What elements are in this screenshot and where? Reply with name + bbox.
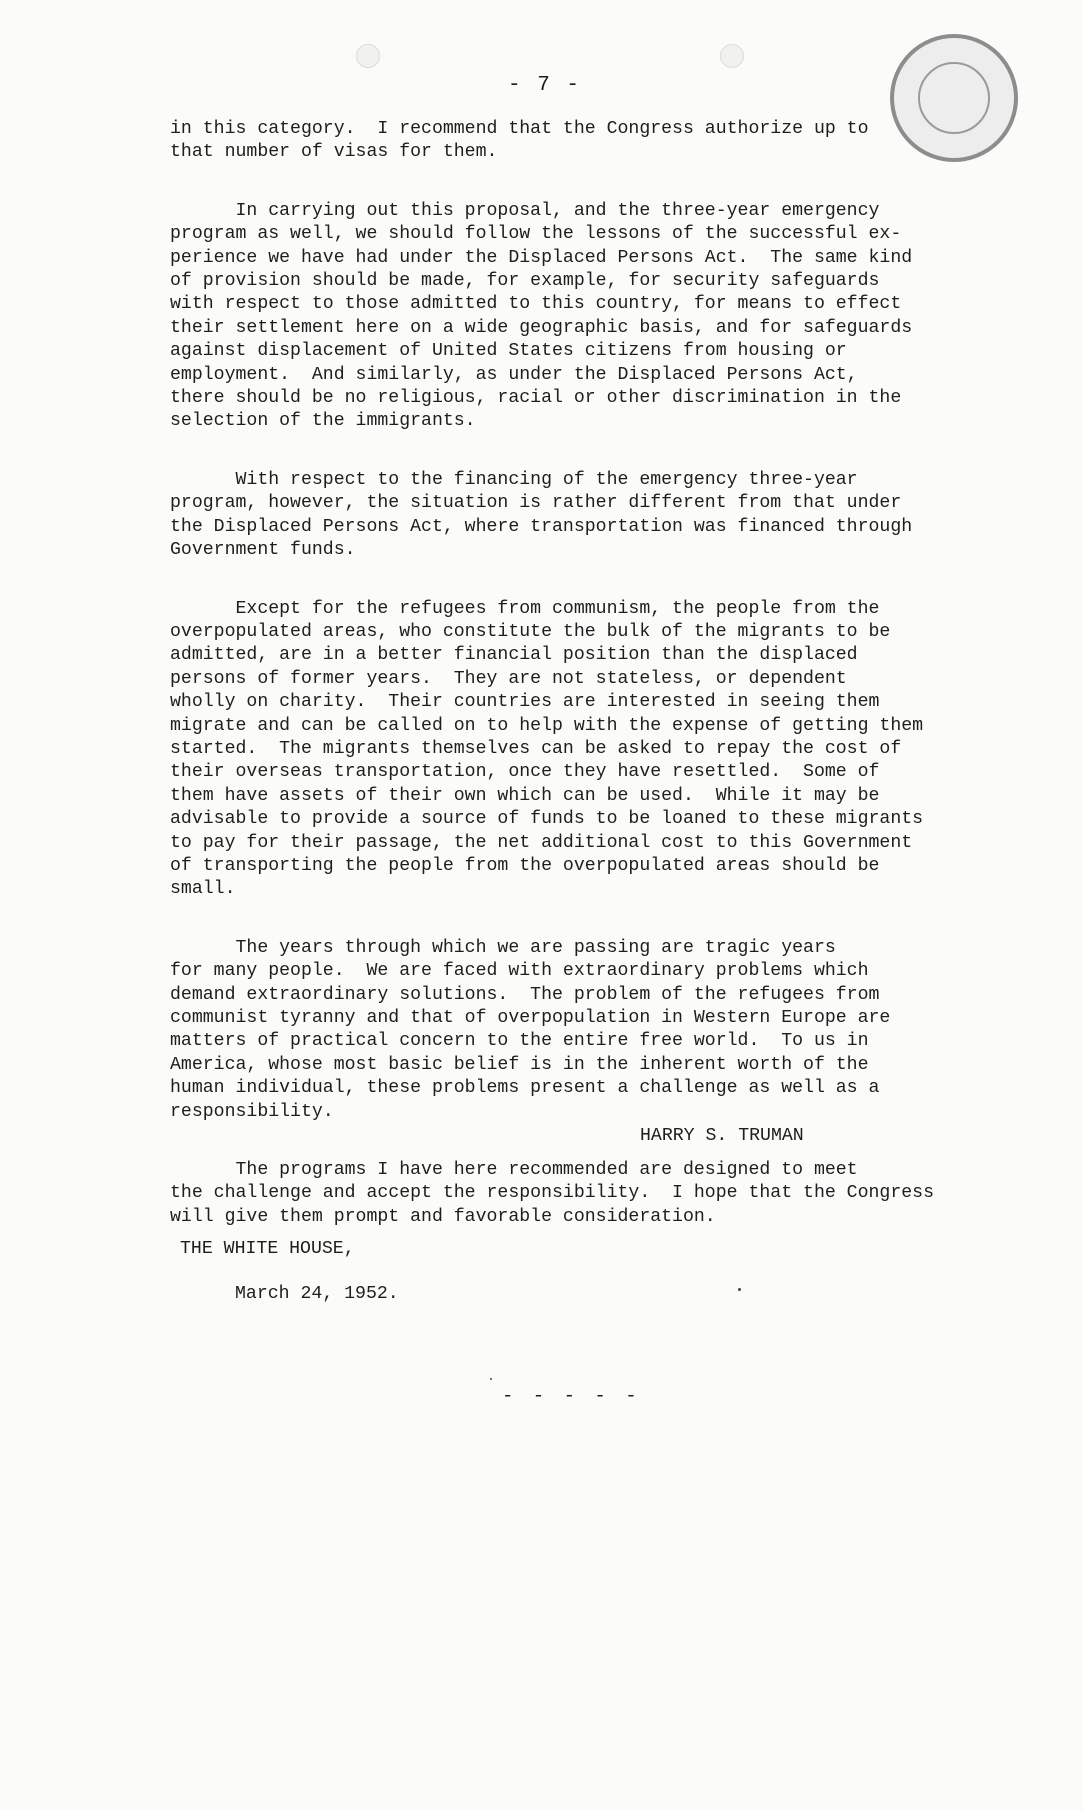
punch-hole-left <box>356 44 380 68</box>
paragraph: With respect to the financing of the emergency three-year program, however, the situation is rather different from that under the Displaced Persons Act, where transportation was financed through Government funds. <box>170 469 913 561</box>
ink-speck <box>738 1288 741 1291</box>
paragraph: The programs I have here recommended are designed to meet the challenge and accept the responsibility. I hope that the Congress will give them prompt and favorable consideration. <box>170 1160 934 1227</box>
letter-body <box>170 118 945 1264</box>
end-mark: - - - - - <box>502 1385 641 1407</box>
page-number: - 7 - <box>508 74 582 97</box>
punch-hole-right <box>720 44 744 68</box>
paragraph: in this category. I recommend that the Congress authorize up to that number of visas for them. <box>170 119 869 163</box>
paragraph: The years through which we are passing are tragic years for many people. We are faced with extraordinary problems which demand extraordinary solutions. The problem of the refugees from communist tyranny and that of overpopulation in Western Europe are matters of practical concern to the entire free world. To us in America, whose most basic belief is in the inherent worth of the human individual, these problems present a challenge as well as a responsibility. <box>170 937 891 1122</box>
signature: HARRY S. TRUMAN <box>640 1126 804 1146</box>
place-line: THE WHITE HOUSE, <box>180 1239 355 1259</box>
date-line: March 24, 1952. <box>235 1284 399 1304</box>
paragraph: In carrying out this proposal, and the three-year emergency program as well, we should follow the lessons of the successful ex- perience we have had under the Displaced Persons Act. The same kind of provision should be made, for example, for security safeguards with respect to those admitted to this country, for means to effect their settlement here on a wide geographic basis, and for safeguards against displacement of United States citizens from housing or employment. And similarly, as under the Displaced Persons Act, there should be no religious, racial or other discrimination in the selection of the immigrants. <box>170 200 913 432</box>
ink-speck <box>490 1378 492 1380</box>
paragraph: Except for the refugees from communism, the people from the overpopulated areas, who constitute the bulk of the migrants to be admitted, are in a better financial position than the displaced persons of former years. They are not stateless, or dependent wholly on charity. Their countries are interested in seeing them migrate and can be called on to help with the expense of getting them started. The migrants themselves can be asked to repay the cost of their overseas transportation, once they have resettled. Some of them have assets of their own which can be used. While it may be advisable to provide a source of funds to be loaned to these migrants to pay for their passage, the net additional cost to this Government of transporting the people from the overpopulated areas should be small. <box>170 598 924 900</box>
